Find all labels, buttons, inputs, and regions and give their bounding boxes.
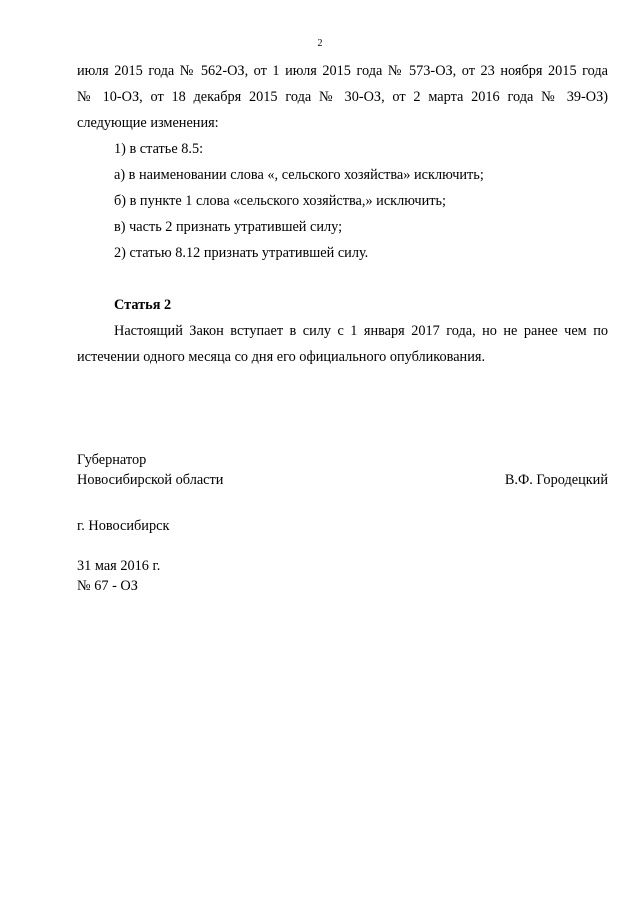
signing-date: 31 мая 2016 г. [77,558,161,574]
article-2-heading: Статья 2 [114,297,172,313]
signatory-position-line-2: Новосибирской области [77,472,224,488]
change-item: а) в наименовании слова «, сельского хозяйства» исключить; [114,167,484,183]
article-2-line-1: Настоящий Закон вступает в силу с 1 января 2017 года, но не ранее чем по [114,323,608,339]
law-number: № 67 - ОЗ [77,578,138,594]
intro-line-2: № 10-ОЗ, от 18 декабря 2015 года № 30-ОЗ, от 2 марта 2016 года № 39-ОЗ) [77,89,608,105]
change-item: 1) в статье 8.5: [114,141,204,157]
article-2-body [77,318,608,370]
change-item: б) в пункте 1 слова «сельского хозяйства,» исключить; [114,193,446,209]
change-item: 2) статью 8.12 признать утратившей силу. [114,245,369,261]
signatory-name: В.Ф. Городецкий [504,472,608,488]
date-block [77,556,160,596]
signatory-position-line-1: Губернатор [77,452,147,468]
change-item: в) часть 2 признать утратившей силу; [114,219,343,235]
page-number: 2 [317,38,323,49]
signature-row [77,470,608,490]
article-2-line-2: истечении одного месяца со дня его официального опубликования. [77,349,486,365]
intro-paragraph [77,58,608,266]
intro-line-1: июля 2015 года № 562-ОЗ, от 1 июля 2015 года № 573-ОЗ, от 23 ноября 2015 года [77,63,608,79]
intro-line-3: следующие изменения: [77,115,219,131]
signature-block [77,450,608,490]
place-of-signing: г. Новосибирск [77,518,170,534]
